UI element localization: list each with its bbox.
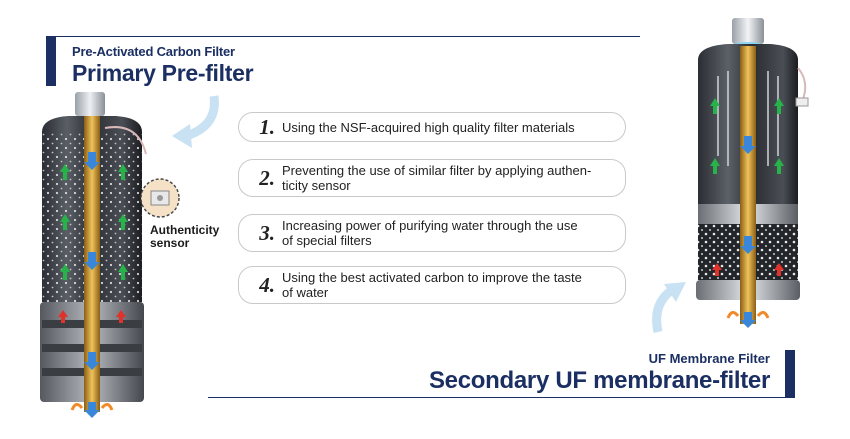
feature-text: Increasing power of purifying water through the use of special filters [282,218,578,248]
secondary-subtitle: UF Membrane Filter [648,351,770,366]
header-rule-bottom [208,397,795,398]
primary-subtitle: Pre-Activated Carbon Filter [72,44,235,59]
primary-title: Primary Pre-filter [72,60,254,86]
feature-text: Using the NSF-acquired high quality filter materials [282,119,575,135]
feature-number: 4. [259,272,275,297]
feature-item-3 [238,214,626,252]
feature-text: Preventing the use of similar filter by applying authen- ticity sensor [282,163,592,193]
uf-membrane-filter-illustration [688,16,818,334]
header-accent-bar-right [785,350,795,398]
feature-item-1 [238,112,626,142]
feature-number: 1. [259,114,275,139]
primary-filter-illustration [28,92,156,422]
authenticity-sensor-icon [138,176,182,220]
feature-item-2 [238,159,626,197]
header-accent-bar-left [46,36,56,86]
secondary-title: Secondary UF membrane-filter [428,367,770,394]
curved-arrow-top-icon [168,92,224,150]
feature-item-4 [238,266,626,304]
feature-number: 3. [259,220,275,245]
feature-number: 2. [259,165,275,190]
feature-text: Using the best activated carbon to improve the taste of water [282,270,582,300]
curved-arrow-bottom-icon [646,276,690,334]
header-rule-top [46,36,640,37]
authenticity-sensor-label: Authenticity sensor [150,223,220,250]
